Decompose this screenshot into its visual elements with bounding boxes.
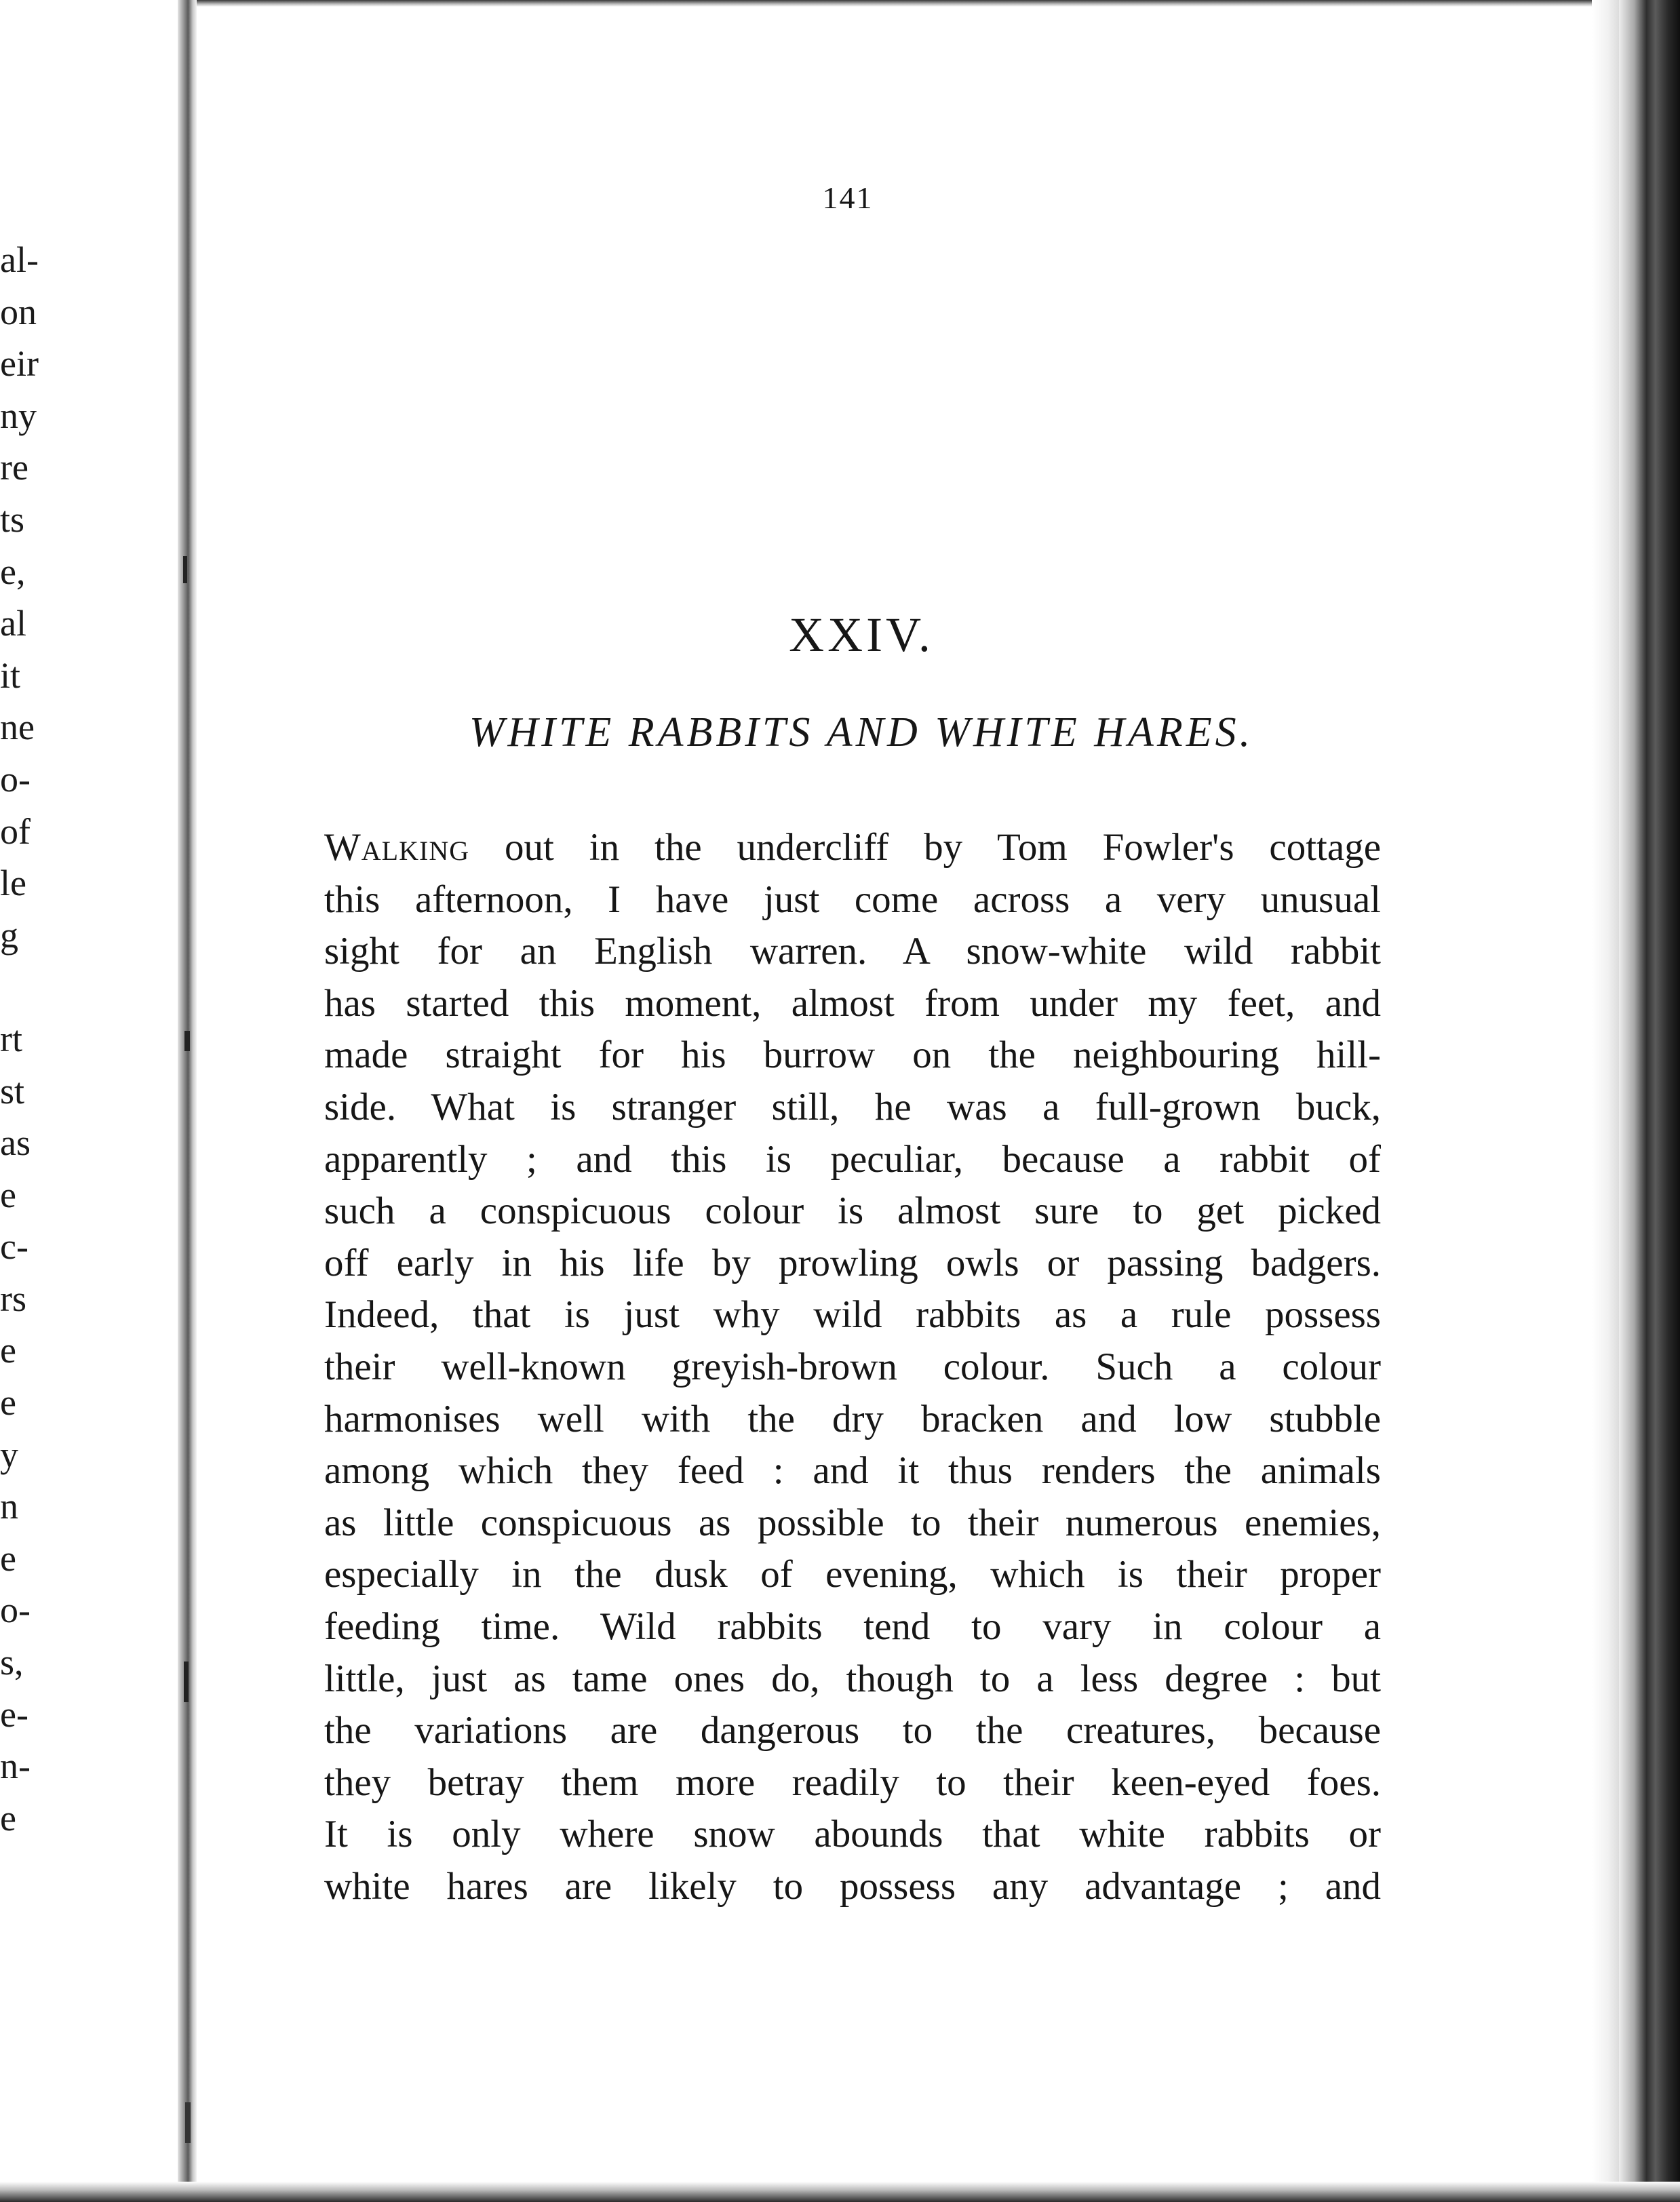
text-line: made straight for his burrow on the neighbouring hill- (324, 1034, 1381, 1077)
facing-page-fragment: e, (0, 551, 26, 592)
body-text (324, 822, 1381, 1912)
text-line: off early in his life by prowling owls or passing badgers. (324, 1241, 1381, 1284)
facing-page-fragment: o- (0, 758, 31, 800)
facing-page-fragment (0, 961, 47, 1013)
facing-page-fragment: eir (0, 343, 39, 385)
opening-word: Walking (324, 826, 470, 869)
chapter-number: XXIV. (789, 608, 934, 662)
facing-page-fragment: al (0, 603, 26, 644)
facing-page-fragment: on (0, 291, 37, 332)
facing-page-fragment: e (0, 1174, 16, 1215)
facing-page-fragment: y (0, 1434, 18, 1475)
facing-page-fragment: st (0, 1070, 25, 1112)
text-line (324, 822, 1381, 874)
book-fore-edge (1619, 0, 1680, 2202)
facing-page-fragment: g (0, 914, 18, 956)
facing-page-edge (0, 0, 178, 2202)
text-line: harmonises well with the dry bracken and low stubble (324, 1397, 1381, 1440)
text-line: the variations are dangerous to the creatures, because (324, 1709, 1381, 1752)
facing-page-fragment: re (0, 447, 28, 488)
text-line: It is only where snow abounds that white rabbits or (324, 1813, 1381, 1856)
text-line: side. What is stranger still, he was a full-grown buck, (324, 1085, 1381, 1128)
facing-page-fragment: e (0, 1330, 16, 1371)
facing-page-fragment: ny (0, 395, 37, 436)
facing-page-text-fragments (0, 234, 47, 1844)
text-line: feeding time. Wild rabbits tend to vary in colour a (324, 1605, 1381, 1648)
text-line: especially in the dusk of evening, which is their proper (324, 1553, 1381, 1596)
text-line: little, just as tame ones do, though to a less degree : but (324, 1657, 1381, 1700)
page-number: 141 (822, 180, 874, 215)
facing-page-fragment: s, (0, 1642, 24, 1683)
facing-page-fragment: le (0, 863, 26, 904)
first-line-text: out in the undercliff by Tom Fowler's cottage (469, 826, 1381, 869)
text-line: sight for an English warren. A snow-white wild rabbit (324, 930, 1381, 973)
text-line: among which they feed : and it thus renders the animals (324, 1449, 1381, 1493)
facing-page-fragment: e- (0, 1693, 28, 1735)
chapter-title: WHITE RABBITS AND WHITE HARES. (469, 709, 1254, 755)
text-line: apparently ; and this is peculiar, because a rabbit of (324, 1137, 1381, 1181)
text-line: as little conspicuous as possible to their numerous enemies, (324, 1501, 1381, 1544)
text-line: has started this moment, almost from under my feet, and (324, 981, 1381, 1025)
text-line: their well-known greyish-brown colour. Such a colour (324, 1345, 1381, 1388)
facing-page-fragment: c- (0, 1226, 28, 1267)
facing-page-fragment: al- (0, 239, 39, 280)
page-top-edge (197, 0, 1614, 7)
page-right-margin (1592, 0, 1619, 2202)
facing-page-fragment: e (0, 1382, 16, 1423)
facing-page-fragment: as (0, 1122, 31, 1164)
text-line: this afternoon, I have just come across a very unusual (324, 878, 1381, 921)
facing-page-fragment: e (0, 1537, 16, 1579)
gutter-marks (183, 0, 191, 2202)
facing-page-fragment: n (0, 1486, 18, 1527)
facing-page-fragment: rs (0, 1278, 26, 1319)
facing-page-fragment: of (0, 810, 31, 852)
facing-page-fragment: rt (0, 1018, 22, 1059)
facing-page-fragment: ne (0, 707, 35, 748)
text-line: they betray them more readily to their keen-eyed foes. (324, 1761, 1381, 1804)
page-bottom-edge (0, 2182, 1680, 2202)
text-line: Indeed, that is just why wild rabbits as a rule possess (324, 1293, 1381, 1337)
facing-page-fragment: it (0, 654, 21, 696)
facing-page-fragment: ts (0, 498, 25, 540)
facing-page-fragment: e (0, 1797, 16, 1839)
facing-page-fragment: o- (0, 1590, 31, 1631)
facing-page-fragment: n- (0, 1746, 31, 1787)
text-line: such a conspicuous colour is almost sure to get picked (324, 1190, 1381, 1233)
text-line: white hares are likely to possess any advantage ; and (324, 1864, 1381, 1908)
